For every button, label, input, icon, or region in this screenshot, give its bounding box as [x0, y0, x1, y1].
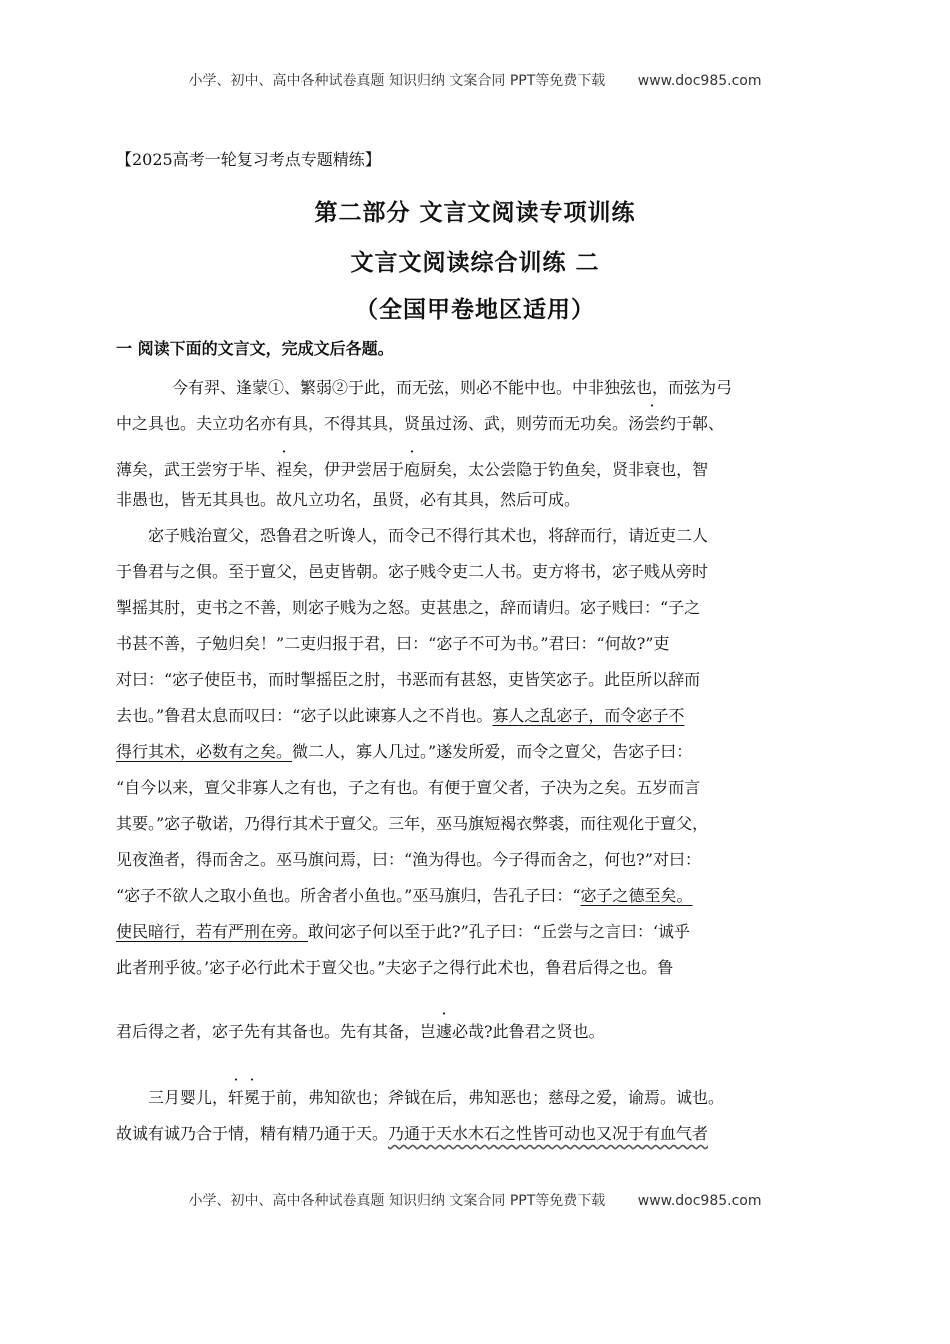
- passage-line: [116, 914, 840, 950]
- header-site[interactable]: www.doc985.com: [637, 73, 762, 89]
- passage-text: 其要。”宓子敬诺，乃得行其术于亶父。三年，巫马旗短褐衣弊裘，而往观化于亶父，: [116, 814, 709, 833]
- passage-line: [116, 1014, 840, 1050]
- passage-line: [116, 734, 840, 770]
- passage-line: [116, 626, 840, 662]
- passage-text: 君后得之者，宓子先有其备也。先有其备，岂: [116, 1022, 437, 1041]
- passage-line: [116, 590, 840, 626]
- header-text: 小学、初中、高中各种试卷真题 知识归纳 文案合同 PPT等免费下载: [188, 73, 606, 89]
- underlined-sentence: 使民暗行，若有严刑在旁。: [116, 922, 309, 941]
- passage-text: 敢问宓子何以至于此?”孔子曰：“丘尝与之言曰：‘诚乎: [308, 922, 691, 941]
- dotted-char: 裎: [276, 460, 293, 479]
- passage-line: [116, 406, 840, 442]
- passage-line: [116, 1080, 840, 1116]
- question-instruction: 一 阅读下面的文言文，完成文后各题。: [116, 339, 394, 358]
- page-footer: [0, 1190, 950, 1210]
- passage-text: 掣摇其肘，吏书之不善，则宓子贱为之怒。吏甚患之，辞而请归。宓子贱曰：“子之: [116, 598, 701, 617]
- passage-line: [116, 482, 840, 518]
- passage-text: 三月婴儿，: [148, 1088, 229, 1107]
- dotted-char: 庖: [404, 460, 421, 479]
- underlined-sentence: 宓子之德至矣。: [580, 886, 693, 905]
- wavy-underlined-sentence: 乃通于天水木石之性皆可动也又况于有血气者: [388, 1124, 709, 1143]
- passage-text: 微二人，寡人几过。”遂发所爱，而令之亶父，告宓子曰：: [292, 742, 693, 761]
- passage-text: 中之具也。夫立功名亦有具，不得其具，贤虽过汤、武，则劳而无功矣。汤: [116, 414, 645, 433]
- passage-text: 矣，伊尹尝居于: [292, 460, 405, 479]
- passage-line: [116, 770, 840, 806]
- footer-text: 小学、初中、高中各种试卷真题 知识归纳 文案合同 PPT等免费下载: [188, 1193, 606, 1209]
- passage-line: [116, 518, 840, 554]
- part-title: 第二部分 文言文阅读专项训练: [314, 200, 636, 226]
- page-header: [0, 70, 950, 90]
- dotted-char: 冕: [244, 1088, 261, 1107]
- dotted-char: 轩: [228, 1088, 245, 1107]
- passage-text: 见夜渔者，得而舍之。巫马旗问焉，曰：“渔为得也。今子得而舍之，何也?”对曰：: [116, 850, 701, 869]
- passage-text: 于前，弗知欲也；斧钺在后，弗知恶也；慈母之爱，谕焉。诚也。: [260, 1088, 725, 1107]
- passage-text: 书甚不善，子勉归矣！”二吏归报于君，曰：“宓子不可为书。”君曰：“何故?”吏: [116, 634, 670, 653]
- passage-line: [116, 950, 840, 986]
- passage-line: [116, 806, 840, 842]
- passage-text: 故诚有诚乃合于情，精有精乃通于天。: [116, 1124, 389, 1143]
- passage-text: 薄矣，武王尝穷于毕、: [116, 460, 277, 479]
- passage-text: 厨矣，太公尝隐于钓鱼矣，贤非衰也，智: [420, 460, 709, 479]
- passage-text: 必哉?此鲁君之贤也。: [452, 1022, 605, 1041]
- passage-text: 对曰：“宓子使臣书，而时掣摇臣之肘，书恶而有甚怒，吏皆笑宓子。此臣所以辞而: [116, 670, 701, 689]
- underlined-sentence: 得行其术，必数有之矣。: [116, 742, 293, 761]
- passage-text: 今有羿、逢蒙①、繁弱②于此，而无弦，则必不能中也。中非独弦也，而弦为弓: [172, 378, 733, 397]
- passage-line: [116, 554, 840, 590]
- dotted-char: 尝: [644, 414, 661, 433]
- exercise-title: 文言文阅读综合训练 二: [350, 250, 600, 276]
- passage-line: [116, 370, 840, 406]
- dotted-char: 遽: [436, 1022, 453, 1041]
- passage-text: 于鲁君与之俱。至于亶父，邑吏皆朝。宓子贱令吏二人书。吏方将书，宓子贱从旁时: [116, 562, 709, 581]
- passage-text: 去也。”鲁君太息而叹曰：“宓子以此谏寡人之不肖也。: [116, 706, 493, 725]
- passage-line: [116, 662, 840, 698]
- classical-passage: [116, 370, 840, 1152]
- passage-line: [116, 1116, 840, 1152]
- passage-text: “自今以来，亶父非寡人之有也，子之有也。有便于亶父者，子决为之矣。五岁而言: [116, 778, 701, 797]
- passage-line: [116, 878, 840, 914]
- passage-line: [116, 698, 840, 734]
- region-title: （全国甲卷地区适用）: [355, 297, 595, 323]
- passage-line: [116, 842, 840, 878]
- series-tag: 【2025高考一轮复习考点专题精练】: [116, 150, 381, 169]
- passage-text: “宓子不欲人之取小鱼也。所舍者小鱼也。”巫马旗归，告孔子曰：“: [116, 886, 581, 905]
- passage-text: 约于郼、: [660, 414, 725, 433]
- footer-site[interactable]: www.doc985.com: [637, 1193, 762, 1209]
- underlined-sentence: 寡人之乱宓子，而令宓子不: [492, 706, 685, 725]
- passage-text: 非愚也，皆无其具也。故凡立功名，虽贤，必有其具，然后可成。: [116, 490, 581, 509]
- passage-text: 宓子贱治亶父，恐鲁君之听谗人，而令己不得行其术也，将辞而行，请近吏二人: [148, 526, 709, 545]
- passage-text: 此者刑乎彼。’宓子必行此术于亶父也。”夫宓子之得行此术也，鲁君后得之也。鲁: [116, 958, 674, 977]
